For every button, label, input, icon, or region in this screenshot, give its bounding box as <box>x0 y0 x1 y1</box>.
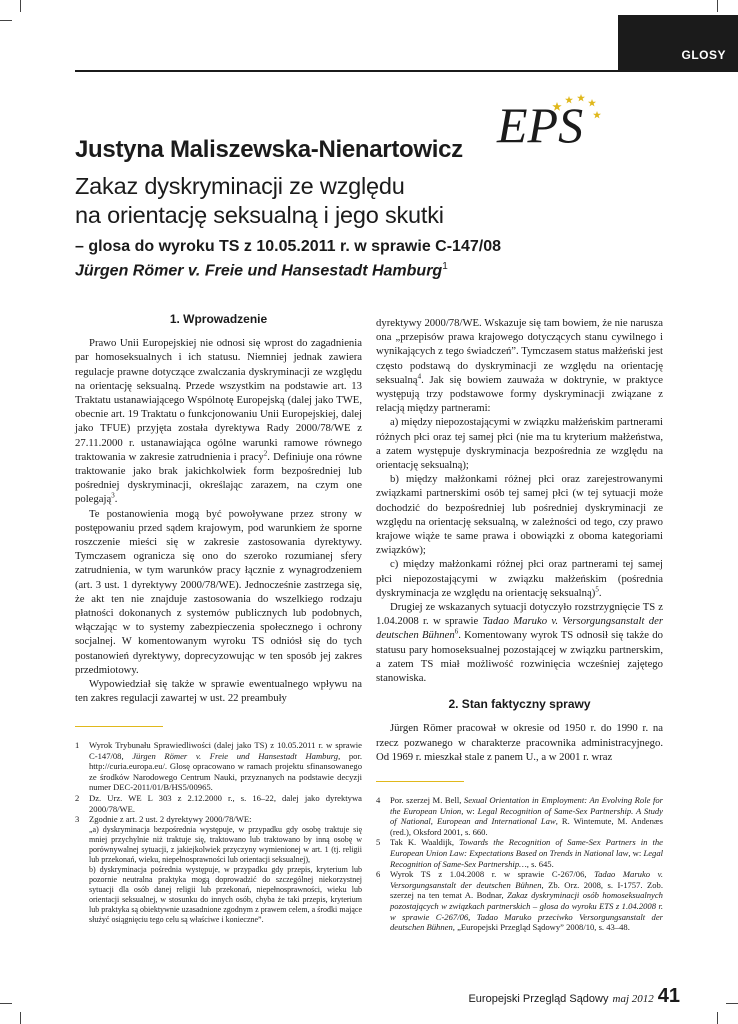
footnote: 6 Wyrok TS z 1.04.2008 r. w sprawie C-267/06, Tadao Maruko v. Versorgungsanstalt der deutschen Bühnen, Zb. Orz. 2008, s. I-1757. Zob. szerzej na ten temat A. Bodnar, Zakaz dyskryminacji osób homoseksualnych pozostających w związkach partnerskich – glosa do wyroku ETS z 1.04.2008 r. w sprawie C-267/06, Tadao Maruko przeciwko Versorgungsanstalt der deutschen Bühnen, „Europejski Przegląd Sądowy” 2008/10, s. 43–48. <box>376 869 663 933</box>
footnote: 3 Zgodnie z art. 2 ust. 2 dyrektywy 2000/78/WE: <box>75 814 252 825</box>
footnote: 5 Tak K. Waaldijk, Towards the Recognition of Same-Sex Partners in the European Union Law: Expectations Based on Trends in National law, w: Legal Recognition of Same-Sex Partnership…, s. 645. <box>376 837 664 869</box>
journal-issue: maj 2012 <box>612 993 654 1005</box>
footnote-ref[interactable]: 5 <box>595 585 599 594</box>
section-heading-2: 2. Stan faktyczny sprawy <box>448 697 591 712</box>
crop-mark <box>726 1003 738 1004</box>
footnote-quote: b) dyskryminacja pośrednia występuje, w przypadku gdy przepis, kryterium lub pozornie neutralna praktyka mogą doprowadzić do szczególnej niekorzystnej sytuacji dla osób danej religii lub przekonań, niepełnosprawności, wieku lub orientacji seksualnej, w stosunku do innych osób, chyba że taki przepis, kryterium lub praktyka są obiektywnie uzasadnione zgodnym z prawem celem, a środki mające służyć osiągnięciu tego celu są właściwe i konieczne”. <box>89 864 362 924</box>
footnote: 1 Wyrok Trybunału Sprawiedliwości (dalej jako TS) z 10.05.2011 r. w sprawie C-147/08, Jürgen Römer v. Freie und Hansestadt Hamburg, por. http://curia.europa.eu/. Glosę opracowano w ramach projektu sfinansowanego ze środków Narodowego Centrum Nauki, przyznanych na podstawie decyzji numer DEC-2011/01/B/HS5/00965. <box>75 740 362 793</box>
article-subtitle-case: Jürgen Römer v. Freie und Hansestadt Hamburg$^1$ <box>75 261 448 280</box>
crop-mark <box>20 0 21 12</box>
footnote-ref[interactable]: 6 <box>454 627 459 636</box>
crop-mark <box>20 1012 21 1024</box>
section-label: GLOSY <box>681 48 726 62</box>
eps-logo <box>495 90 605 160</box>
article-title-line-2: na orientację seksualną i jego skutki <box>75 202 444 228</box>
footnote-ref[interactable]: 4 <box>417 372 422 381</box>
footnotes-left <box>75 740 362 925</box>
crop-mark <box>0 1003 12 1004</box>
footnote: 4 Por. szerzej M. Bell, Sexual Orientation in Employment: An Evolving Role for the European Union, w: Legal Recognition of Same-Sex Partnership. A Study of National, European and International Law, R. Wintemute, M. Andenæs (red.), Oksford 2001, s. 660. <box>376 795 664 837</box>
crop-mark <box>717 0 718 12</box>
crop-mark <box>0 20 12 21</box>
logo-text: EPS <box>497 97 584 153</box>
list-item: b) między małżonkami różnej płci oraz zarejestrowanymi związkami partnerskimi osób tej samej płci (w tej sytuacji może dochodzić do bezpośredniej lub pośredniej dyskryminacji ze względu na orientację seksualną, w zależności od tego, czy prawo krajowe wiąże te same prawa i obowiązki z oboma kategoriami związków); <box>376 473 663 557</box>
paragraph: Prawo Unii Europejskiej nie odnosi się wprost do zagadnienia par homoseksualnych i ich statusu. Niemniej jednak zawiera regulacje prawne dotyczące zwalczania dyskryminacji ze względu na orientację seksualną. Przede wszystkim na podstawie art. 13 Traktatu ustanawiającego Wspólnotę Europejską (dalej jako TWE, obecnie art. 19 Traktatu o funkcjonowaniu Unii Europejskiej, dalej jako TFUE) przyjęta została dyrektywa Rady 2000/78/WE z 27.11.2000 r. ustanawiająca ogólne warunki ramowe równego traktowania w zakresie zatrudnienia i pracy$^2$. Definiuje ona równe traktowanie jako brak jakichkolwiek form bezpośredniej lub pośredniej dyskryminacji, określając zarazem, na czym one polegają$^3$. <box>75 337 362 506</box>
article-title-line-1: Zakaz dyskryminacji ze względu <box>75 173 405 199</box>
article-author: Justyna Maliszewska-Nienartowicz <box>75 136 463 163</box>
paragraph: Drugiej ze wskazanych sytuacji dotyczyło rozstrzygnięcie TS z 1.04.2008 r. w sprawie Tadao Maruko v. Versorgungsanstalt der deutschen Bühnen$^6$. Komentowany wyrok TS odnosił się także do statusu pary homoseksualnej pozostającej w związku partnerskim, a zatem TS miał możliwość rozwinięcia wcześniej zajętego stanowiska. <box>376 601 663 685</box>
footnotes-right <box>376 795 663 933</box>
section-heading-1: 1. Wprowadzenie <box>169 312 268 326</box>
journal-name: Europejski Przegląd Sądowy <box>468 993 609 1005</box>
left-column <box>75 312 362 705</box>
paragraph: dyrektywy 2000/78/WE. Wskazuje się tam bowiem, że nie narusza ona „przepisów prawa krajowego dotyczących stanu cywilnego i wynikających z tego świadczeń”. Tymczasem status małżeński jest często podstawą do dyskryminacji ze względu na orientację seksualną$^4$. Jak się bowiem zauważa w doktrynie, w praktyce występują trzy podstawowe formy dyskryminacji związane z relacją między partnerami: <box>376 317 663 415</box>
footnote-divider <box>376 781 464 782</box>
section-tab <box>618 15 738 70</box>
footnote-ref[interactable]: 2 <box>263 449 268 458</box>
list-item: c) między małżonkami różnej płci oraz partnerami tej samej płci niepozostającymi w związku małżeńskim (pośrednia dyskryminacja ze względu na orientację seksualną)$^5$. <box>376 558 663 599</box>
paragraph: Jürgen Römer pracował w okresie od 1950 r. do 1990 r. na rzecz pozwanego w charakterze pracownika administracyjnego. Od 1969 r. mieszkał stale z panem U., a w 2001 r. wraz <box>376 722 663 763</box>
page-footer <box>468 985 680 1008</box>
footnote-ref[interactable]: 1 <box>442 261 448 272</box>
paragraph: Te postanowienia mogą być powoływane przez strony w postępowaniu przed sądem krajowym, pod warunkiem że sporne roszczenie mieści się w zakresie zastosowania dyrektywy. Tymczasem ogranicza się ono do szeroko rozumianej sfery zatrudnienia, w tym warunków pracy łącznie z wynagrodzeniem (art. 3 ust. 1 dyrektywy 2000/78/WE). Jednocześnie zastrzega się, że akt ten nie znajduje zastosowania do wszelkiego rodzaju płatności dokonanych z systemów publicznych lub podobnych, włączając w to systemy zabezpieczenia społecznego i ochrony socjalnej. W komentowanym wyroku TS odniósł się do tych postanowień dyrektywy, doprecyzowując w ten sposób jej zakres przedmiotowy. <box>75 507 362 676</box>
article-subtitle: – glosa do wyroku TS z 10.05.2011 r. w sprawie C-147/08 <box>75 238 501 255</box>
footnote-divider <box>75 726 163 727</box>
page-number: 41 <box>657 985 680 1007</box>
paragraph: Wypowiedział się także w sprawie ewentualnego wpływu na ten zakres regulacji zawartej w ust. 22 preambuły <box>75 678 362 705</box>
crop-mark <box>717 1012 718 1024</box>
footnote-quote: „a) dyskryminacja bezpośrednia występuje, w przypadku gdy osobę traktuje się mniej przychylnie niż traktuje się, traktowano lub traktowano by inną osobę w porównywalnej sytuacji, z jakiejkolwiek przyczyny wymienionej w art. 1 (tj. religii lub przekonań, wieku, niepełnosprawności lub orientacji seksualnej), <box>89 824 362 864</box>
list-item: a) między niepozostającymi w związku małżeńskim partnerami różnych płci oraz tej samej płci (nie ma tu kryterium małżeństwa, a zatem występuje dyskryminacja bezpośrednia ze względu na orientację seksualną); <box>376 416 663 472</box>
right-column <box>376 316 663 764</box>
footnote-ref[interactable]: 3 <box>111 491 115 500</box>
footnote: 2 Dz. Urz. WE L 303 z 2.12.2000 r., s. 16–22, dalej jako dyrektywa 2000/78/WE. <box>75 792 362 814</box>
header-rule <box>75 70 738 72</box>
